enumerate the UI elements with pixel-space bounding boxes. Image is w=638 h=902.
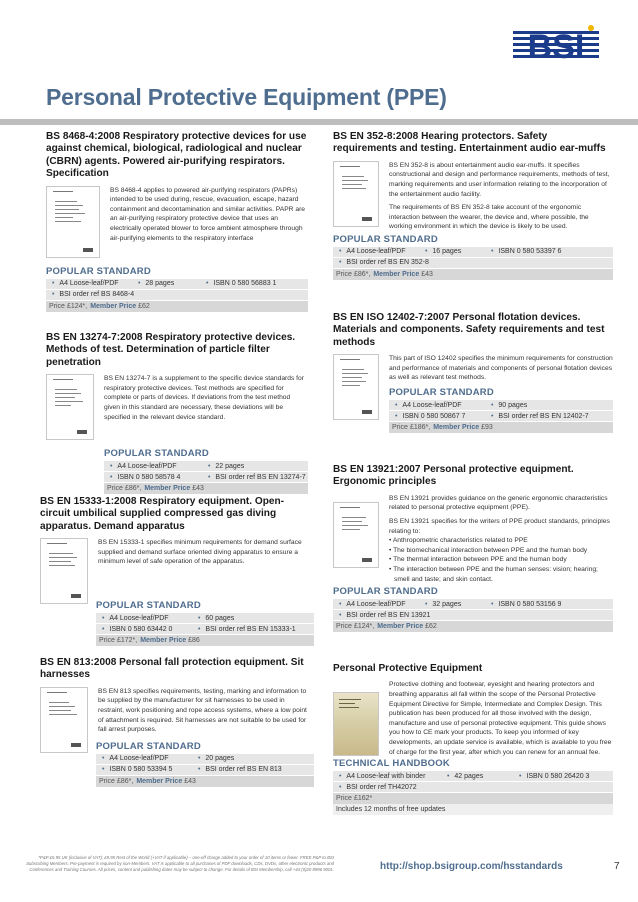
handbook-cover-thumbnail: [333, 692, 379, 756]
document-cover-thumbnail: [333, 502, 379, 568]
product-bs-en-iso-12402-7: [333, 312, 613, 433]
price-row: Price £86*, Member Price £43: [104, 483, 308, 494]
includes-note: Includes 12 months of free updates: [333, 804, 613, 815]
product-spec-row: • ISBN 0 580 58578 4 • BSI order ref BS EN 13274-7: [104, 472, 308, 483]
principle-item: • The interaction between PPE and the human senses: vision; hearing; smell and taste; and skin contact.: [389, 565, 598, 583]
product-spec-row: • A4 Loose-leaf/PDF • 22 pages: [104, 461, 308, 472]
document-cover-thumbnail: [46, 374, 94, 440]
product-description: BS 8468-4 applies to powered air-purifying respirators (PAPRs) intended to be used during, rescue, evacuation, escape, hazard containment and decontamination and similar activities. PAPR are an air-purifying respiratory protective device that uses an electrically operated blower to force ambient atmosphere through air-purifying elements to the respiratory interface: [110, 186, 306, 242]
product-spec-row: • ISBN 0 580 63442 0 • BSI order ref BS EN 15333-1: [96, 624, 314, 635]
product-title: BS 8468-4:2008 Respiratory protective devices for use against chemical, biological, radiological and nuclear (CBRN) agents. Powered air-purifying respirators. Specification: [46, 131, 307, 180]
price-row: Price £186*, Member Price £93: [389, 422, 613, 433]
product-description: This part of ISO 12402 specifies the minimum requirements for construction and performance of materials and components of personal flotation devices as well as relevant test methods.: [389, 355, 613, 382]
popular-standard-label: POPULAR STANDARD: [96, 600, 201, 612]
product-spec-row: • A4 Loose-leaf/PDF • 16 pages • ISBN 0 580 53397 6: [333, 247, 613, 258]
bsi-logo: [513, 25, 599, 65]
product-order-ref-row: • BSI order ref BS EN 352-8: [333, 258, 613, 269]
page-number: 7: [614, 861, 620, 872]
product-description: Protective clothing and footwear, eyesight and hearing protectors and breathing apparatus all fall within the scope of the Personal Protective Equipment Directive for Simple, Intermediate and Complex Design. This publication has been produced for all those involved with the design, manufacture and use of personal protective equipment. This guide shows you how to CE mark your products. To keep you informed of key developments, an update service is available, which is available to you free of charge for the first year, after which you can renew for an annual fee.: [389, 681, 612, 756]
popular-standard-label: POPULAR STANDARD: [333, 586, 438, 598]
popular-standard-label: POPULAR STANDARD: [96, 740, 201, 752]
logo-text: BSI: [527, 28, 585, 65]
product-order-ref-row: • BSI order ref TH42072: [333, 782, 613, 793]
product-spec-row: • ISBN 0 580 50867 7 • BSI order ref BS EN 12402-7: [389, 411, 613, 422]
product-bs-en-13274-7: [46, 332, 308, 494]
price-row: Price £172*, Member Price £86: [96, 635, 314, 646]
product-description: BS EN 13921 provides guidance on the generic ergonomic characteristics related to personal protective equipment (PPE). BS EN 13921 specifies for the writers of PPE product standards, principles relating to: • Anthropometric characteristics related to PPE • The biomechanical interaction between PPE and the human body • The thermal interaction between PPE and the human body • The interaction between PPE and the human senses: vision; hearing; smell and taste; and skin contact.: [389, 494, 613, 584]
principle-item: • The thermal interaction between PPE and the human body: [389, 556, 567, 564]
document-cover-thumbnail: [46, 186, 100, 258]
product-bs-en-352-8: [333, 131, 613, 280]
product-title: Personal Protective Equipment: [333, 663, 483, 674]
product-order-ref-row: • BSI order ref BS 8468-4: [46, 290, 308, 301]
price-row: Price £86*, Member Price £43: [333, 269, 613, 280]
popular-standard-label: POPULAR STANDARD: [333, 233, 438, 245]
product-title: BS EN 15333-1:2008 Respiratory equipment. Open-circuit umbilical supplied compressed gas diving apparatus. Demand apparatus: [40, 496, 285, 532]
popular-standard-label: POPULAR STANDARD: [46, 265, 151, 277]
product-bs-en-13921: [333, 464, 613, 632]
title-divider: [0, 119, 638, 125]
product-title: BS EN 13921:2007 Personal protective equipment. Ergonomic principles: [333, 464, 574, 488]
product-spec-row: • A4 Loose-leaf/PDF • 32 pages • ISBN 0 580 53156 9: [333, 599, 613, 610]
product-ppe-handbook: [333, 663, 613, 815]
principle-item: • The biomechanical interaction between PPE and the human body: [389, 546, 588, 554]
document-cover-thumbnail: [333, 354, 379, 420]
product-title: BS EN ISO 12402-7:2007 Personal flotation devices. Materials and components. Safety requirements and test methods: [333, 312, 605, 348]
product-title: BS EN 352-8:2008 Hearing protectors. Safety requirements and testing. Entertainment audio ear-muffs: [333, 131, 606, 155]
product-spec-row: • A4 Loose-leaf/PDF • 20 pages: [96, 754, 314, 765]
document-cover-thumbnail: [40, 687, 88, 753]
footer-terms-note: *P&P £5.95 UK (inclusive of VAT); £9.95 Rest of the World (+VAT if applicable) – one-off charge added to your order of 10 items or fewer. FREE P&P to BSI Subscribing Members. Pre-payment is required by non-Members. VAT is applicable to all purchases of PDF downloads, CDs, DVDs, other electronic products and Conferences and Training Courses. All prices, content and publishing dates may be subject to change. For details of BSI Membership, call +44 (0)20 8996 9001.: [26, 855, 334, 872]
popular-standard-label: POPULAR STANDARD: [104, 448, 209, 460]
technical-handbook-label: TECHNICAL HANDBOOK: [333, 758, 450, 770]
product-bs-en-15333-1: [40, 496, 314, 646]
product-spec-row: • ISBN 0 580 53394 5 • BSI order ref BS EN 813: [96, 765, 314, 776]
shop-url-link[interactable]: http://shop.bsigroup.com/hsstandards: [380, 861, 563, 872]
page-title: Personal Protective Equipment (PPE): [46, 84, 447, 110]
price-row: Price £124*, Member Price £62: [333, 621, 613, 632]
product-description: BS EN 352-8 is about entertainment audio ear-muffs. It specifies constructional and design and performance requirements, methods of test, marking requirements and user information relating to the incorporation of the entertainment audio facility. The requirements of BS EN 352-8 take account of the ergonomic interaction between the wearer, the device and, where possible, the working environment in which the device is likely to be used.: [389, 161, 610, 231]
product-bs-en-813: [40, 657, 314, 787]
document-cover-thumbnail: [40, 538, 88, 604]
price-row: Price £86*, Member Price £43: [96, 776, 314, 787]
product-description: BS EN 13274-7 is a supplement to the specific device standards for respiratory protective devices. Test methods are specified for complete or parts of devices. If deviations from the test method given in this standard are necessary, these deviations will be specified in the relevant device standard.: [104, 375, 304, 421]
product-spec-row: • A4 Loose-leaf/PDF • 28 pages • ISBN 0 580 56883 1: [46, 279, 308, 290]
product-description: BS EN 813 specifies requirements, testing, marking and information to be supplied by the manufacturer for sit harnesses to be used in restraint, work positioning and rope access systems, where a low point of attachment is required. Sit harnesses are not suitable to be used for fall arrest purposes.: [98, 687, 307, 734]
product-title: BS EN 13274-7:2008 Respiratory protective devices. Methods of test. Determination of particle filter penetration: [46, 332, 296, 368]
product-title: BS EN 813:2008 Personal fall protection equipment. Sit harnesses: [40, 657, 304, 681]
product-order-ref-row: • BSI order ref BS EN 13921: [333, 610, 613, 621]
price-row: Price £162*: [333, 793, 613, 804]
document-cover-thumbnail: [333, 161, 379, 227]
popular-standard-label: POPULAR STANDARD: [389, 387, 494, 398]
product-bs-8468-4: [46, 131, 308, 312]
product-spec-row: • A4 Loose-leaf/PDF • 60 pages: [96, 613, 314, 624]
product-description: BS EN 15333-1 specifies minimum requirements for demand surface supplied and demand surface oriented diving apparatus to ensure a minimum level of safe operation of the apparatus.: [98, 539, 302, 566]
product-spec-row: • A4 Loose-leaf/PDF • 90 pages: [389, 400, 613, 411]
product-spec-row: • A4 Loose-leaf with binder • 42 pages • ISBN 0 580 26420 3: [333, 771, 613, 782]
principle-item: • Anthropometric characteristics related to PPE: [389, 537, 528, 545]
price-row: Price £124*, Member Price £62: [46, 301, 308, 312]
